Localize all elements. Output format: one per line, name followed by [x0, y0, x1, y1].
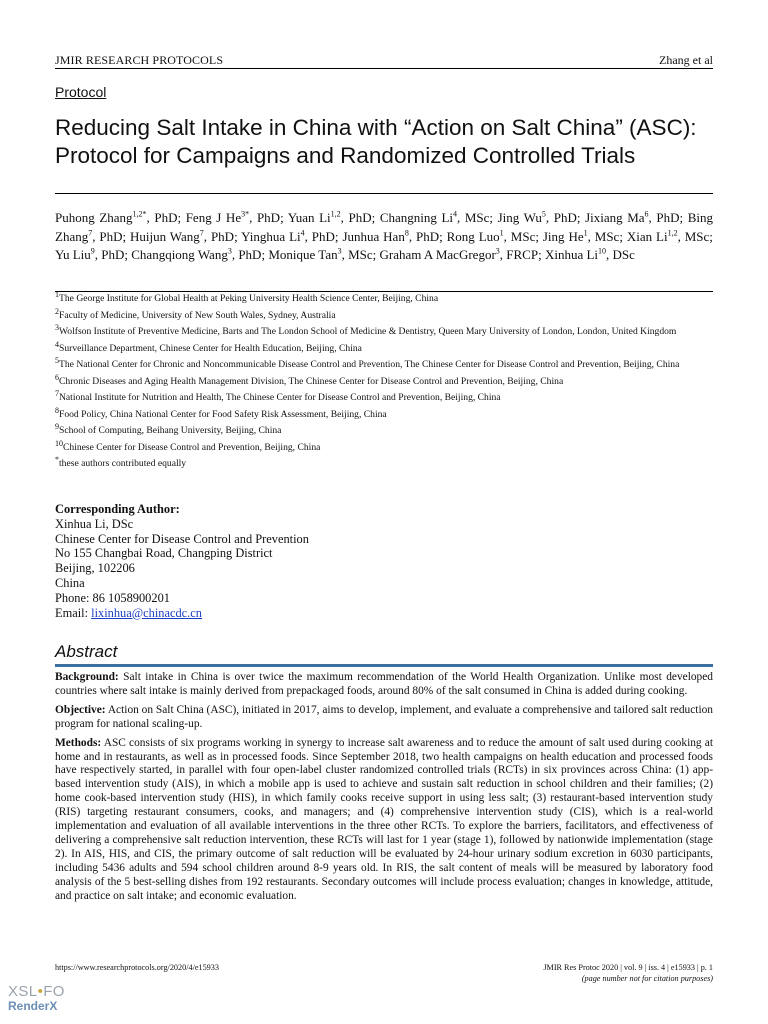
article-type-link[interactable]: Protocol	[55, 84, 107, 100]
author-entry: Yinghua Li$^4$, PhD	[241, 228, 335, 244]
affiliation-text: these authors contributed equally	[59, 458, 187, 469]
corresponding-line: Phone: 86 1058900201	[55, 590, 170, 605]
affiliation-mark: 5	[55, 355, 59, 365]
author-affiliation-mark: 5	[541, 209, 546, 219]
affiliation-item	[55, 454, 713, 470]
author-affiliation-mark: 4	[300, 228, 305, 238]
author-degree: PhD	[553, 210, 577, 225]
author-name: Jing Wu	[497, 210, 542, 225]
abstract-divider	[55, 664, 713, 667]
logo-fo: FO	[43, 983, 65, 1000]
affiliation-item	[55, 289, 713, 305]
author-name: Junhua Han	[342, 228, 405, 244]
corresponding-line: No 155 Changbai Road, Changping District	[55, 546, 273, 561]
section-text: Salt intake in China is over twice the maximum recommendation of the World Health Organization. Unlike most developed countries where salt intake is mainly derived from prepackaged foods, around 80% of the salt consumed in China is added during cooking.	[55, 671, 713, 697]
abstract-section-methods	[55, 737, 713, 904]
author-entry: Junhua Han$^8$, PhD	[342, 228, 440, 244]
author-degree: PhD	[415, 228, 440, 244]
author-name: Puhong Zhang	[55, 210, 133, 225]
affiliation-text: Chronic Diseases and Aging Health Management Division, The Chinese Center for Disease Control and Prevention, Beijing, China	[59, 375, 564, 387]
author-entry: Jixiang Ma$^6$, PhD	[585, 209, 680, 225]
abstract-body	[55, 671, 713, 909]
affiliation-mark: 9	[55, 421, 59, 431]
journal-name: JMIR RESEARCH PROTOCOLS	[55, 53, 224, 67]
affiliation-item	[55, 388, 713, 404]
author-name: Monique Tan	[268, 247, 338, 262]
section-label: Objective:	[55, 703, 106, 716]
affiliation-text: Faculty of Medicine, University of New South Wales, Sydney, Australia	[59, 309, 336, 321]
author-entry: Huijun Wang$^7$, PhD	[130, 228, 235, 244]
author-degree: MSc	[510, 228, 536, 244]
corresponding-author-block	[55, 502, 309, 620]
author-degree: PhD	[154, 210, 178, 225]
author-degree: PhD	[656, 210, 680, 225]
affiliation-text: Food Policy, China National Center for Food Safety Risk Assessment, Beijing, China	[59, 408, 387, 420]
affiliation-mark: 2	[55, 306, 59, 316]
author-degree: PhD	[256, 210, 281, 225]
author-affiliation-mark: 10	[598, 246, 607, 256]
email-link[interactable]: lixinhua@chinacdc.cn	[91, 605, 202, 620]
author-name: Jing He	[542, 228, 584, 244]
author-name: Jixiang Ma	[585, 210, 645, 225]
affiliation-mark: 10	[55, 438, 63, 448]
author-affiliation-mark: 1,2	[667, 228, 678, 238]
footer-note: (page number not for citation purposes)	[581, 974, 713, 983]
author-entry: Changqiong Wang$^3$, PhD	[131, 246, 262, 262]
author-affiliation-mark: 8	[404, 228, 409, 238]
running-author: Zhang et al	[659, 53, 713, 67]
affiliation-item	[55, 306, 713, 322]
author-affiliation-mark: 4	[453, 209, 458, 219]
affiliation-item	[55, 372, 713, 388]
affiliation-text: Chinese Center for Disease Control and Prevention, Beijing, China	[63, 441, 321, 453]
author-name: Yu Liu	[55, 247, 91, 262]
author-affiliation-mark: 6	[644, 209, 649, 219]
author-entry: Jing Wu$^5$, PhD	[497, 209, 577, 225]
author-entry: Feng J $He^{3*}$, PhD	[185, 209, 281, 225]
author-entry: Monique Tan$^3$, MSc	[268, 246, 373, 262]
author-affiliation-mark: 1,2	[330, 209, 341, 219]
section-label: Background:	[55, 671, 119, 683]
author-degree: MSc	[684, 228, 710, 244]
affiliation-text: National Institute for Nutrition and Health, The Chinese Center for Disease Control and Prevention, Beijing, China	[59, 392, 501, 403]
author-entry: Jing He$^1$, MSc	[542, 228, 620, 244]
author-affiliation-mark: 3	[337, 246, 342, 256]
author-degree: MSc	[464, 210, 490, 225]
author-degree: PhD	[238, 247, 262, 262]
affiliation-item	[55, 405, 713, 421]
affiliation-text: School of Computing, Beihang University, Beijing, China	[59, 425, 282, 436]
author-name: Yinghua Li	[241, 228, 301, 244]
affiliation-text: Wolfson Institute of Preventive Medicine, Barts and The London School of Medicine & Dentistry, Queen Mary University of London, London, United Kingdom	[59, 326, 677, 337]
section-label: Methods:	[55, 736, 102, 749]
corresponding-author-label: Corresponding Author:	[55, 502, 180, 516]
author-name: Rong Luo	[446, 228, 500, 244]
author-entry: Puhong Zhang$^{1,2*}$, PhD	[55, 209, 178, 225]
corresponding-line: Beijing, 102206	[55, 561, 135, 576]
author-degree: PhD	[311, 228, 335, 244]
author-affiliation-mark: 1	[499, 228, 504, 238]
author-affiliation-mark: 3*	[241, 209, 250, 219]
author-degree: MSc	[594, 228, 620, 244]
affiliation-text: The National Center for Chronic and Noncommunicable Disease Control and Prevention, The Chinese Center for Disease Control and Prevention, Beijing, China	[59, 359, 680, 370]
author-name: Huijun Wang	[130, 228, 200, 244]
abstract-heading: Abstract	[55, 642, 118, 661]
logo-xsl: XSL	[8, 983, 38, 1000]
author-entry: Yu Liu$^9$, PhD	[55, 246, 125, 262]
section-text: ASC consists of six programs working in synergy to increase salt awareness and to reduce the amount of salt used during cooking at home and in restaurants, as well as in processed foods. Since September 2018, two health campaigns on health education and processed foods have respectively started, in parallel with four open-label cluster randomized controlled trials (RCTs) in six provinces across China: (1) app-based intervention study (AIS), in which a mobile app is used to achieve and sustain salt reduction in school children and their families; (2) home cook-based intervention study (HIS), in which family cooks receive support in using less salt; (3) restaurant-based intervention study (RIS) targeting restaurant consumers, cooks, and managers; and (4) comprehensive intervention study (CIS), which is a real-world implementation and evaluation of all available interventions in the three other RCTs. To explore the barriers, facilitators, and effectiveness of delivering a comprehensive salt reduction intervention, these RCTs will last for 1 year (stage 1), followed by nationwide implementation (stage 2). In AIS, HIS, and CIS, the primary outcome of salt reduction will be evaluated by 24-hour urinary sodium excretion in 6030 participants, including 5436 adults and 594 school children around 8-9 years old. In RIS, the salt content of meals will be measured by laboratory food analysis of the 5 best-selling dishes from 192 restaurants. Secondary outcomes will include process evaluation; changes in knowledge, attitude, and practice on salt intake; and economic evaluation.	[55, 736, 713, 902]
author-name: Changqiong Wang	[131, 247, 228, 262]
author-list: Puhong Zhang$^{1,2*}$, PhD; Feng J $He^{3*}$, PhD; Yuan Li$^{1,2}$, PhD; Changning Li$^4$, MSc; Jing Wu$^5$, PhD; Jixiang Ma$^6$, PhD; Bing Zhang$^7$, PhD; Huijun Wang$^7$, PhD; Yinghua Li$^4$, PhD; Junhua Han$^8$, PhD; Rong Luo$^1$, MSc; Jing He$^1$, MSc; Xian Li$^{1,2}$, MSc; Yu Liu$^9$, PhD; Changqiong Wang$^3$, PhD; Monique Tan$^3$, MSc; Graham A MacGregor$^3$, FRCP; Xinhua Li$^{10}$, DSc	[55, 209, 714, 262]
corresponding-line: Xinhua Li, DSc	[55, 516, 134, 531]
section-text: Action on Salt China (ASC), initiated in 2017, aims to develop, implement, and evaluate a comprehensive and tailored salt reduction program for national scaling-up.	[55, 703, 713, 730]
author-entry: Bing Zhang$^7$, PhD	[55, 210, 714, 244]
author-degree: PhD	[101, 247, 125, 262]
author-name: Yuan Li	[287, 210, 331, 225]
affiliation-mark: 7	[55, 388, 59, 398]
affiliations	[55, 289, 713, 474]
title-divider	[55, 193, 713, 194]
author-entry: Yuan Li$^{1,2}$, PhD	[287, 209, 372, 225]
affiliation-mark: 4	[55, 339, 59, 349]
affiliation-mark: *	[55, 454, 59, 464]
abstract-section-background	[55, 671, 713, 699]
affiliation-item	[55, 438, 713, 454]
email-line	[55, 606, 309, 621]
affiliation-item	[55, 355, 713, 371]
footer-citation: JMIR Res Protoc 2020 | vol. 9 | iss. 4 | e15933 | p. 1	[543, 963, 713, 972]
author-affiliation-mark: 7	[88, 228, 93, 238]
author-entry: Xian Li$^{1,2}$, MSc	[626, 228, 710, 244]
affiliation-mark: 8	[55, 405, 59, 415]
author-degree: PhD	[99, 228, 123, 244]
logo-top-text	[8, 983, 68, 1000]
logo-dot-icon: •	[37, 983, 44, 1000]
author-entry: Xinhua Li$^{10}$, DSc	[544, 246, 635, 262]
author-name: Xinhua Li	[544, 247, 599, 262]
author-degree: DSc	[612, 247, 635, 262]
author-affiliation-mark: 1,2*	[132, 209, 147, 219]
email-label: Email:	[55, 605, 92, 620]
author-degree: PhD	[348, 210, 372, 225]
affiliation-mark: 1	[55, 289, 59, 299]
author-degree: PhD	[210, 228, 235, 244]
author-entry: Changning Li$^4$, MSc	[379, 209, 490, 225]
author-name: Bing Zhang	[55, 210, 714, 244]
author-affiliation-mark: 7	[199, 228, 204, 238]
affiliation-item	[55, 322, 713, 338]
abstract-section-objective	[55, 704, 713, 732]
renderx-logo	[8, 983, 68, 1023]
logo-bottom-text: RenderX	[8, 999, 58, 1013]
author-affiliation-mark: 1	[583, 228, 588, 238]
author-name: Xian Li	[626, 228, 668, 244]
affiliation-item	[55, 421, 713, 437]
affiliation-mark: 3	[55, 322, 59, 332]
author-affiliation-mark: 3	[227, 246, 232, 256]
author-degree: MSc	[348, 247, 373, 262]
author-affiliation-mark: 9	[90, 246, 95, 256]
affiliation-item	[55, 339, 713, 355]
author-name: Feng J He	[185, 210, 242, 225]
footer-url-link[interactable]: https://www.researchprotocols.org/2020/4/e15933	[55, 963, 219, 972]
author-name: Graham A MacGregor	[379, 247, 496, 262]
paper-title: Reducing Salt Intake in China with “Action on Salt China” (ASC): Protocol for Campaigns and Randomized Controlled Trials	[55, 115, 697, 168]
author-name: Changning Li	[379, 210, 454, 225]
author-entry: Rong Luo$^1$, MSc	[446, 228, 536, 244]
affiliation-text: Surveillance Department, Chinese Center for Health Education, Beijing, China	[59, 342, 362, 354]
corresponding-line: Chinese Center for Disease Control and Prevention	[55, 531, 309, 546]
author-affiliation-mark: 3	[495, 246, 500, 256]
running-header	[55, 50, 713, 69]
author-entry: Graham A MacGregor$^3$, FRCP	[379, 246, 539, 262]
affiliation-mark: 6	[55, 372, 59, 382]
affiliation-text: The George Institute for Global Health at Peking University Health Science Center, Beijing, China	[59, 293, 439, 304]
author-degree: FRCP	[506, 247, 539, 262]
corresponding-line: China	[55, 575, 85, 590]
